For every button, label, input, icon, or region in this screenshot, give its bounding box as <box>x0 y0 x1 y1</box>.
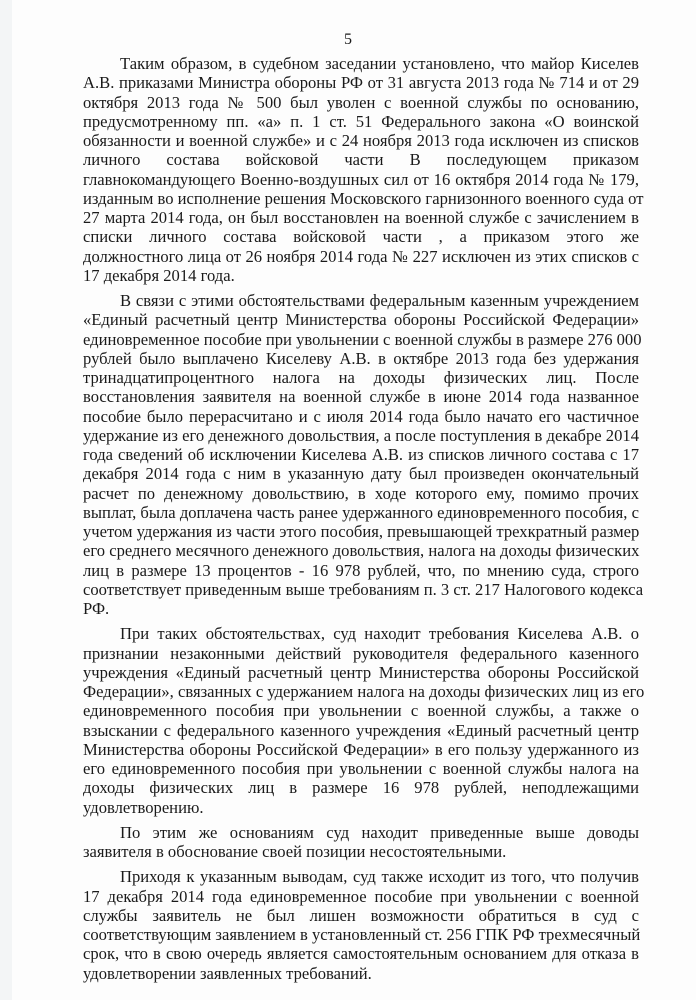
text-line: единовременное пособие при увольнении с военной службы в размере 276 000 <box>83 329 642 349</box>
paragraph <box>83 624 645 817</box>
text-line: 17 декабря 2014 года. <box>83 265 235 285</box>
scan-edge-shadow <box>0 0 12 1000</box>
text-line: РФ. <box>83 599 110 618</box>
text-line: А.В. приказами Министра обороны РФ от 31 августа 2013 года № 714 и от 29 <box>83 73 639 93</box>
text-line: изданным во исполнение решения Московского гарнизонного военного суда от <box>83 188 644 208</box>
text-line: При таких обстоятельствах, суд находит требования Киселева А.В. о <box>120 624 639 644</box>
text-line: удержание из его денежного довольствия, а после поступления в декабре 2014 <box>83 425 639 445</box>
text-line: удовлетворении заявленных требований. <box>83 963 372 983</box>
text-line: главнокомандующего Военно-воздушных сил от 16 октября 2014 года № 179, <box>83 169 639 189</box>
text-line: его единовременного пособия при увольнении с военной службы налога на <box>83 759 639 778</box>
text-line: 27 марта 2014 года, он был восстановлен на военной службе с зачислением в <box>83 208 639 227</box>
text-line: срок, что в свою очередь является самостоятельным основанием для отказа в <box>83 944 639 964</box>
paragraph <box>83 867 639 983</box>
text-line: службы заявитель не был лишен возможности обратиться в суд с <box>83 905 639 925</box>
text-line: его среднего месячного денежного довольствия, налога на доходы физических <box>83 541 640 561</box>
text-line: восстановления заявителя на военной службе в июне 2014 года названное <box>83 387 639 407</box>
text-line: единовременного пособия при увольнении с военной службы, а также о <box>83 701 639 721</box>
text-line: доходы физических лиц в размере 16 978 рублей, неподлежащими <box>83 778 639 798</box>
text-line: октября 2013 года № 500 был уволен с военной службы по основанию, <box>83 92 639 112</box>
text-line: Федерации», связанных с удержанием налога на доходы физических лиц из его <box>83 682 645 701</box>
document-body <box>83 54 645 983</box>
text-line: «Единый расчетный центр Министерства обороны Российской Федерации» <box>83 310 639 330</box>
text-line: учреждения «Единый расчетный центр Министерства обороны Российской <box>83 662 639 682</box>
text-line: должностного лица от 26 ноября 2014 года № 227 исключен из этих списков с <box>83 246 639 266</box>
text-line: списки личного состава войсковой части , а приказом этого же <box>83 227 639 247</box>
text-line: личного состава войсковой части В последующем приказом <box>83 150 639 170</box>
paragraph <box>83 54 644 285</box>
text-line: удовлетворению. <box>83 797 204 817</box>
text-line: пособие было перерасчитано и с июля 2014 года было начато его частичное <box>83 406 639 426</box>
paragraph <box>83 291 644 618</box>
text-line: учетом удержания из части этого пособия, превышающей трехкратный размер <box>83 522 640 541</box>
page-number: 5 <box>344 31 352 48</box>
text-line: Таким образом, в судебном заседании установлено, что майор Киселев <box>120 54 639 73</box>
text-line: выплат, была доплачена часть ранее удержанного единовременного пособия, с <box>83 502 639 522</box>
text-line: тринадцатипроцентного налога на доходы физических лиц. После <box>83 368 639 387</box>
text-line: заявителя в обоснование своей позиции несостоятельными. <box>83 842 507 861</box>
text-line: признании незаконными действий руководителя федерального казенного <box>83 643 639 663</box>
text-line: лиц в размере 13 процентов - 16 978 рублей, что, по мнению суда, строго <box>83 560 639 580</box>
text-line: В связи с этими обстоятельствами федеральным казенным учреждением <box>120 291 639 310</box>
text-line: соответствующим заявлением в установленный ст. 256 ГПК РФ трехмесячный <box>83 925 641 944</box>
text-line: расчет по денежному довольствию, в ходе которого ему, помимо прочих <box>83 483 639 503</box>
paragraph <box>83 823 639 862</box>
text-line: года сведений об исключении Киселева А.В. из списков личного состава с 17 <box>83 445 639 464</box>
text-line: обязанности и военной службе» и с 24 ноября 2013 года исключен из списков <box>83 131 639 150</box>
text-line: 17 декабря 2014 года единовременное пособие при увольнении с военной <box>83 886 639 906</box>
text-line: соответствует приведенным выше требованиям п. 3 ст. 217 Налогового кодекса <box>83 579 644 599</box>
text-line: Приходя к указанным выводам, суд также исходит из того, что получив <box>120 867 639 887</box>
text-line: декабря 2014 года с ним в указанную дату был произведен окончательный <box>83 464 639 484</box>
text-line: предусмотренному пп. «а» п. 1 ст. 51 Федерального закона «О воинской <box>83 111 639 131</box>
text-line: По этим же основаниям суд находит приведенные выше доводы <box>120 822 639 842</box>
text-line: Министерства обороны Российской Федерации» в его пользу удержанного из <box>83 739 639 759</box>
text-line: взыскании с федерального казенного учреждения «Единый расчетный центр <box>83 720 639 740</box>
text-line: рублей было выплачено Киселеву А.В. в октябре 2013 года без удержания <box>83 348 639 368</box>
